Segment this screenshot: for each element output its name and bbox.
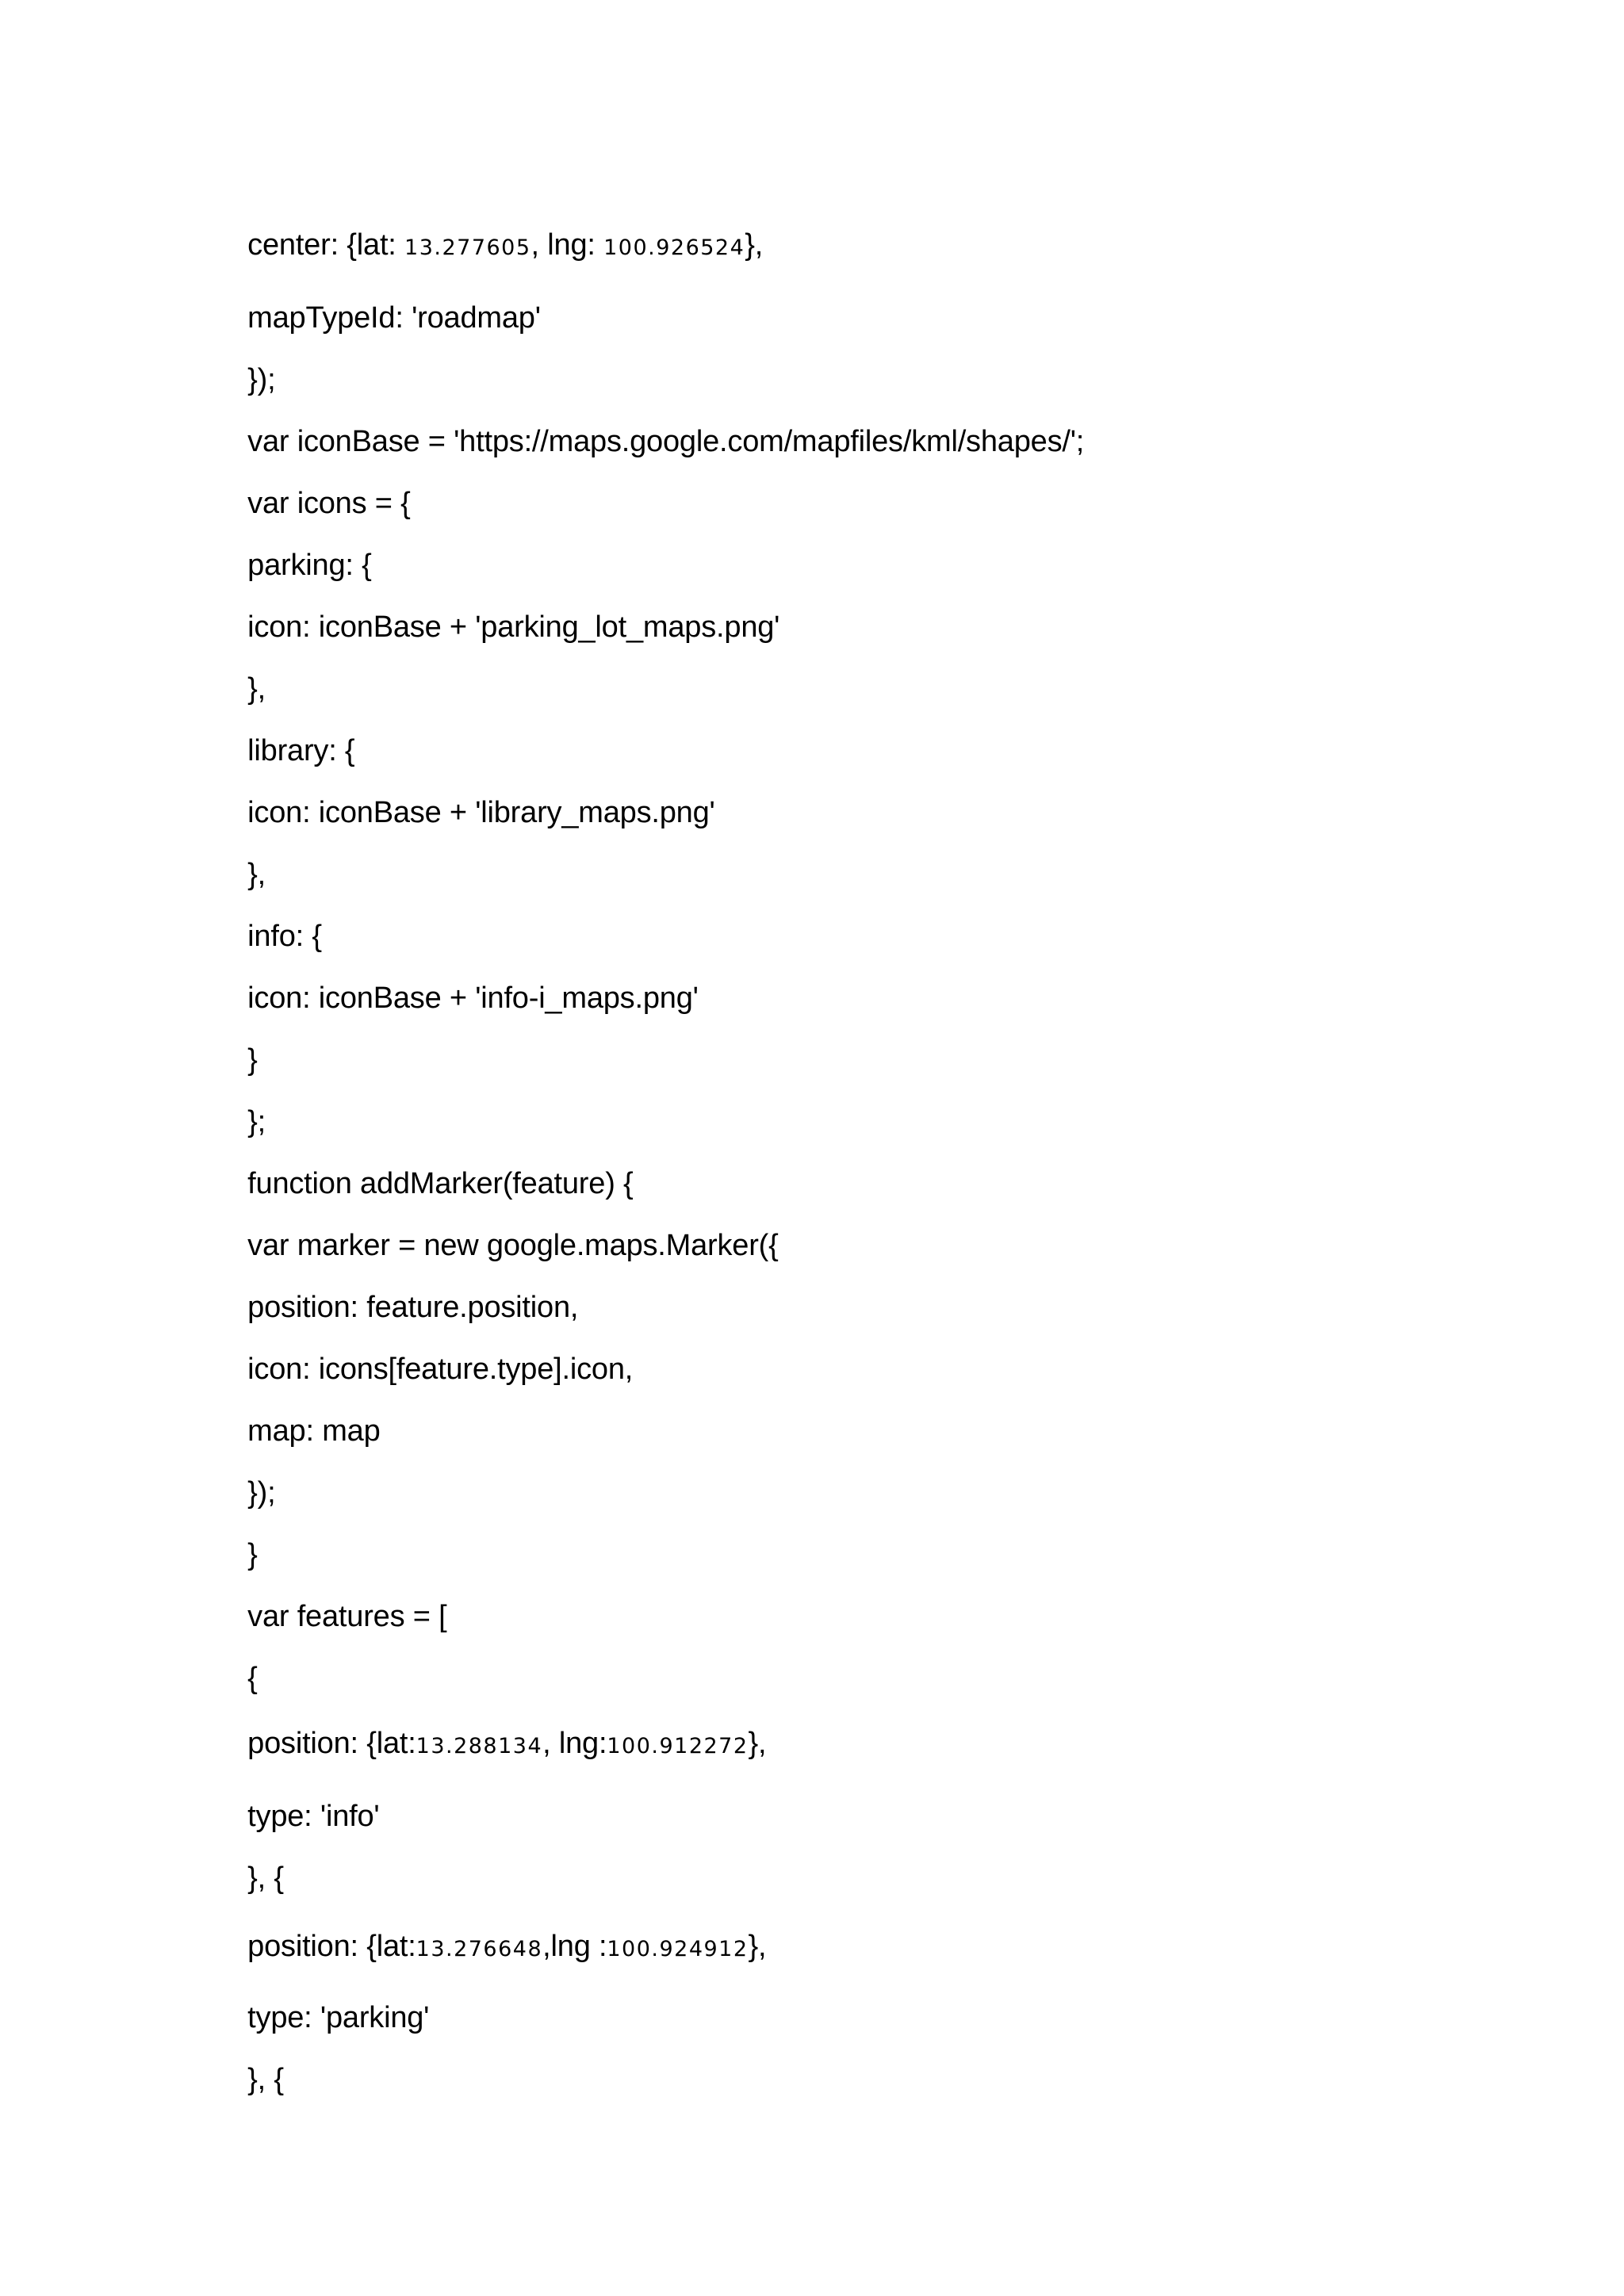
code-text: position: feature.position,	[247, 1291, 579, 1324]
code-text: ,lng :	[542, 1930, 607, 1963]
code-text: var iconBase = 'https://maps.google.com/mapfiles/kml/shapes/';	[247, 425, 1085, 458]
code-text: });	[247, 363, 276, 396]
code-text: , lng:	[542, 1727, 607, 1760]
code-line	[198, 767, 715, 858]
code-text: {	[247, 1662, 258, 1695]
code-number: 13.288134	[416, 1734, 543, 1758]
code-text: var icons = {	[247, 487, 411, 520]
code-number: 100.926524	[603, 235, 745, 260]
code-text: , lng:	[530, 228, 604, 262]
code-text: }	[247, 1538, 258, 1571]
code-text: icon: iconBase + 'library_maps.png'	[247, 796, 715, 829]
code-text: }, {	[247, 1862, 284, 1895]
code-number: 100.912272	[607, 1734, 749, 1758]
code-text: info: {	[247, 920, 322, 953]
code-text: function addMarker(feature) {	[247, 1167, 634, 1200]
code-text: },	[745, 228, 764, 262]
code-number: 13.277605	[404, 235, 531, 260]
code-line	[198, 953, 699, 1043]
code-text: }	[247, 1043, 258, 1077]
code-text: var marker = new google.maps.Marker({	[247, 1229, 779, 1262]
code-text: var features = [	[247, 1600, 447, 1633]
code-text: mapTypeId: 'roadmap'	[247, 301, 541, 335]
code-text: },	[247, 672, 266, 706]
code-number: 100.924912	[607, 1937, 749, 1961]
code-text: type: 'info'	[247, 1800, 380, 1833]
code-text: icon: icons[feature.type].icon,	[247, 1353, 634, 1386]
code-text: center: {lat:	[247, 228, 405, 262]
code-text: };	[247, 1105, 266, 1138]
code-text: icon: iconBase + 'parking_lot_maps.png'	[247, 610, 780, 644]
code-text: map: map	[247, 1414, 381, 1448]
code-number: 13.276648	[416, 1937, 543, 1961]
code-text: },	[748, 1727, 767, 1760]
code-text: },	[748, 1930, 767, 1963]
code-line	[198, 582, 779, 672]
code-text: position: {lat:	[247, 1727, 416, 1760]
code-text: });	[247, 1476, 276, 1510]
code-text: }, {	[247, 2063, 284, 2096]
code-text: library: {	[247, 734, 355, 767]
code-text: position: {lat:	[247, 1930, 416, 1963]
code-text: },	[247, 858, 266, 891]
code-text: type: 'parking'	[247, 2001, 430, 2034]
code-line	[198, 2034, 284, 2125]
code-text: icon: iconBase + 'info-i_maps.png'	[247, 982, 699, 1015]
code-text: parking: {	[247, 549, 372, 582]
